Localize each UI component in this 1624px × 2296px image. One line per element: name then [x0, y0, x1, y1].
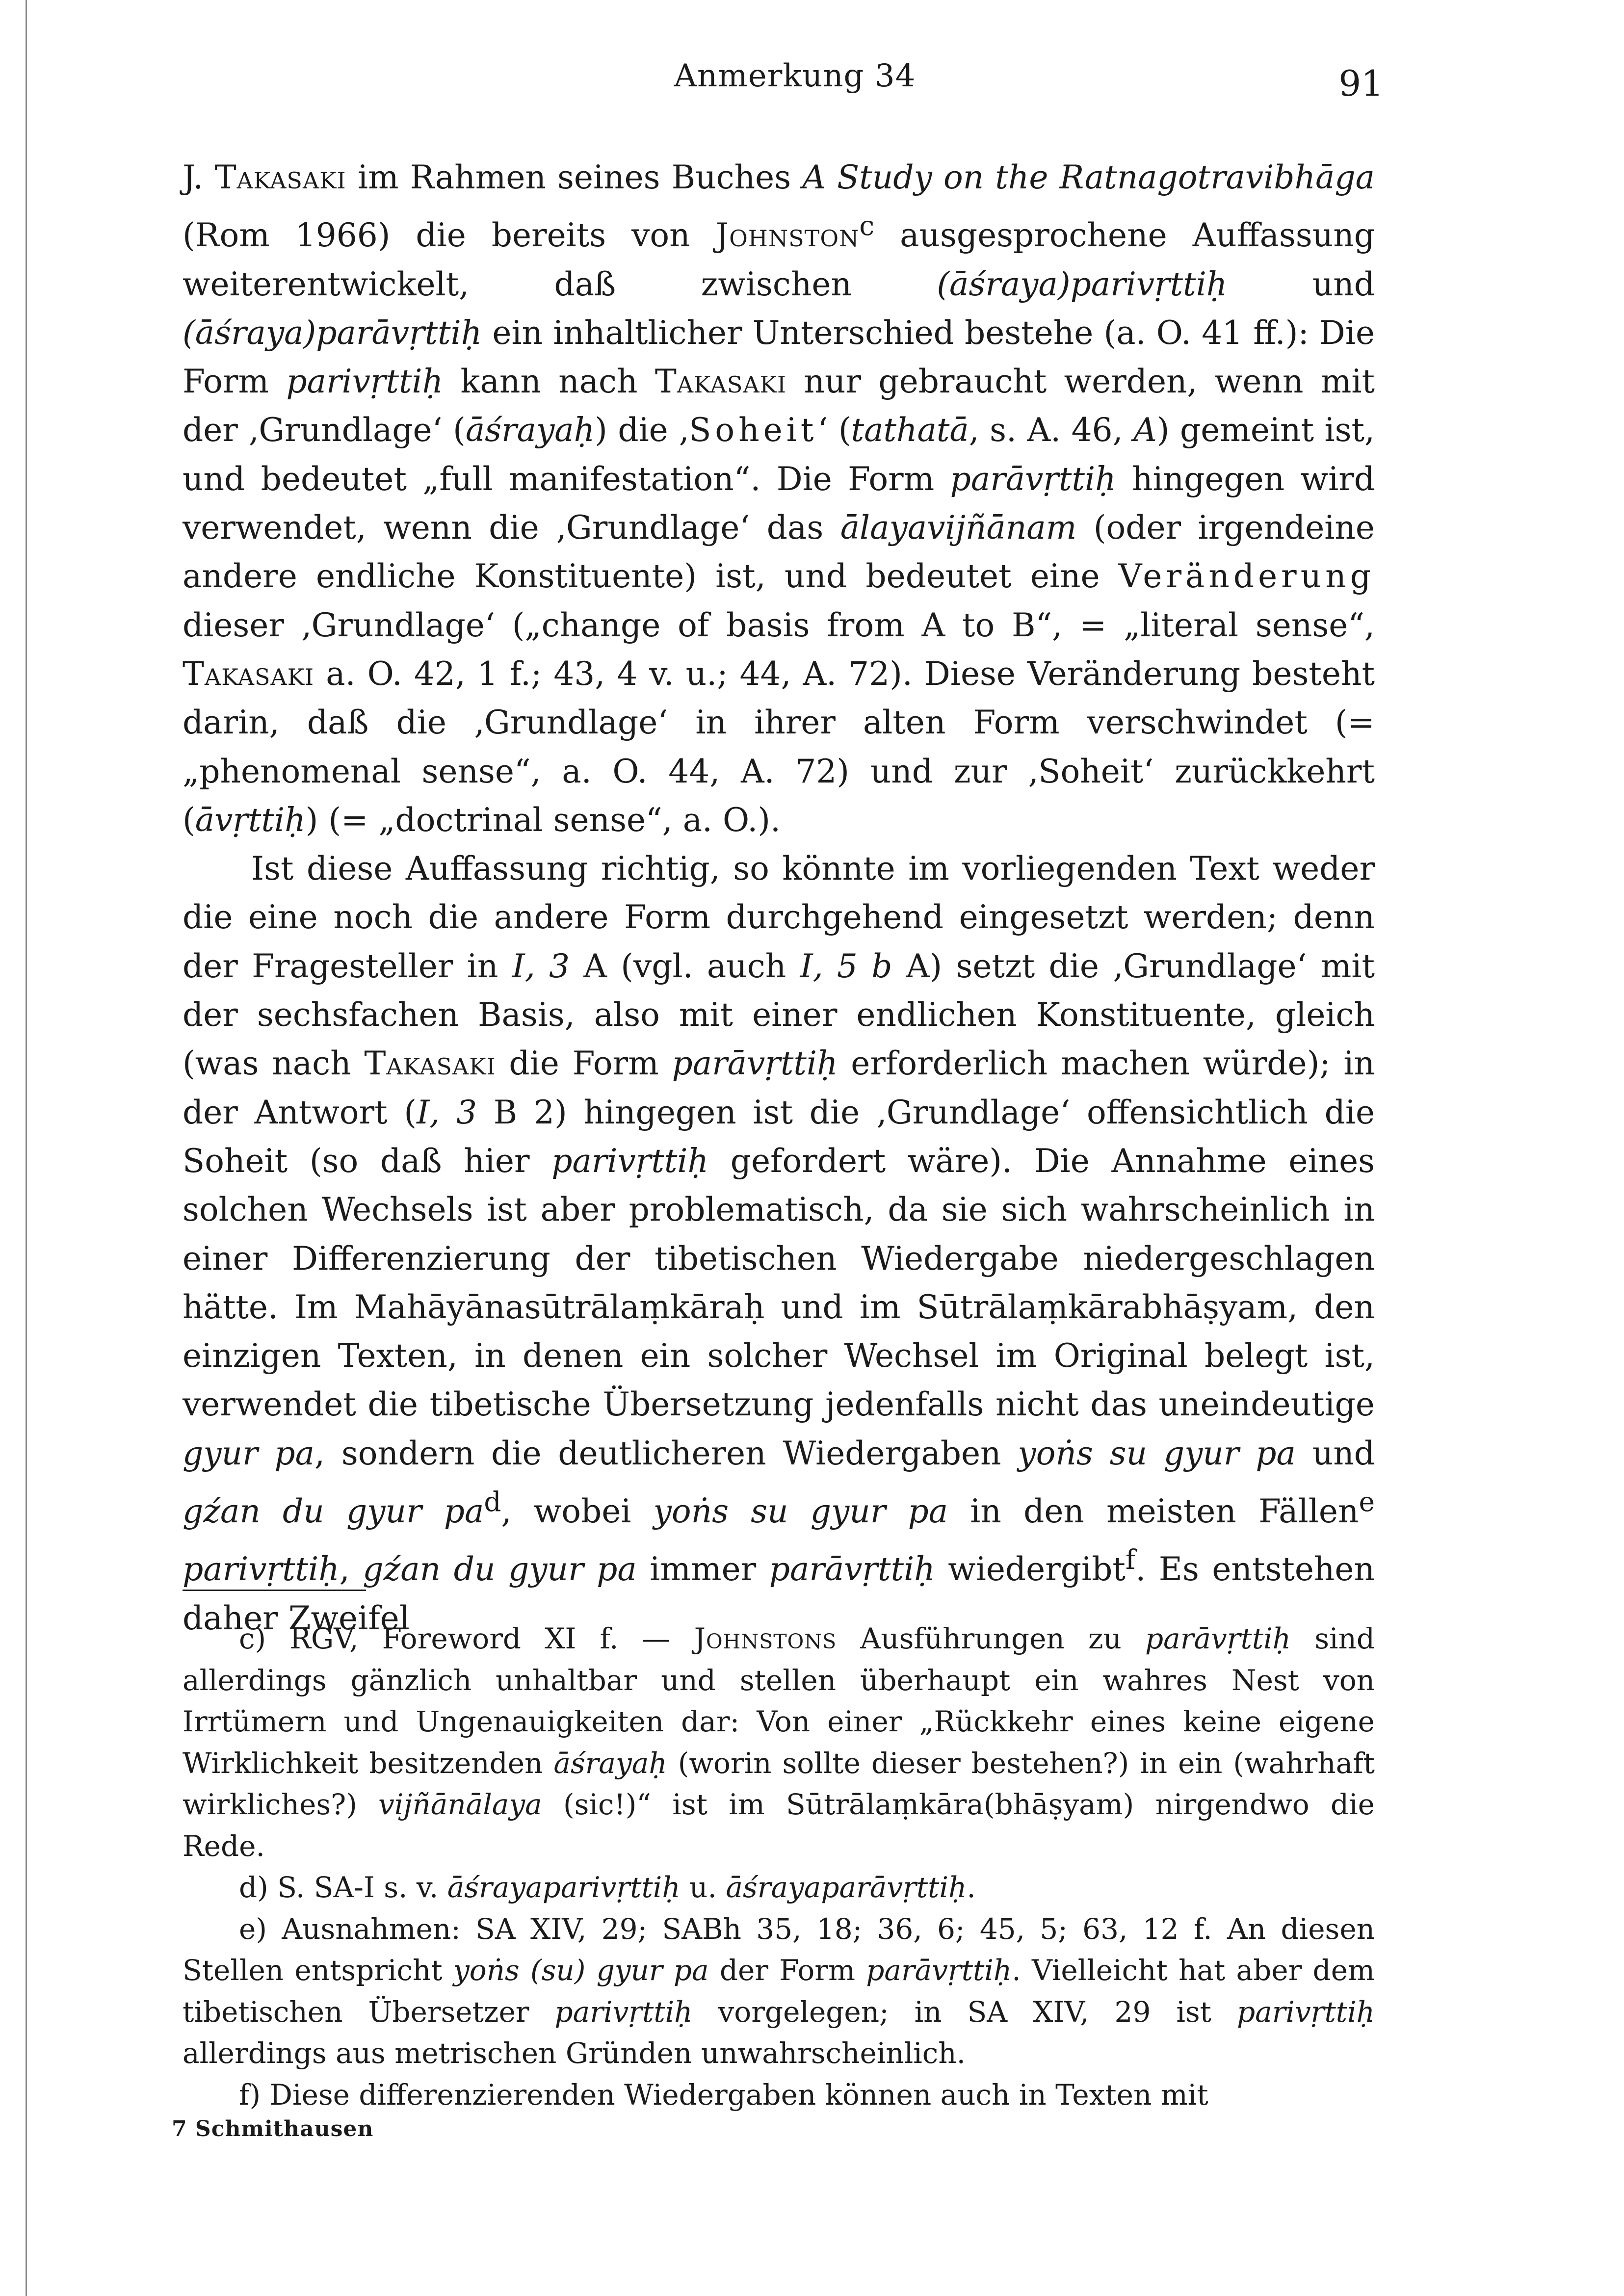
page-number: 91	[1338, 63, 1384, 104]
footnote-divider	[183, 1590, 366, 1591]
running-header-title: Anmerkung 34	[674, 58, 916, 94]
footnote-e: e) Ausnahmen: SA XIV, 29; SABh 35, 18; 36, 6; 45, 5; 63, 12 f. An diesen Stellen entspricht yoṅs (su) gyur pa der Form parāvṛttiḥ. Vielleicht hat aber dem tibetischen Übersetzer parivṛttiḥ vorgelegen; in SA XIV, 29 ist parivṛttiḥ allerdings aus metrischen Gründen unwahrscheinlich.	[183, 1912, 1375, 2070]
scan-edge-line	[26, 0, 27, 2296]
footnotes	[183, 1618, 1375, 2115]
paragraph-1: J. Takasaki im Rahmen seines Buches A Study on the Ratnagotravibhāga (Rom 1966) die bereits von Johnston$^c$ ausgesprochene Auffassung weiterentwickelt, daß zwischen (āśraya)parivṛttiḥ und (āśraya)parāvṛttiḥ ein inhaltlicher Unterschied bestehe (a. O. 41 ff.): Die Form parivṛttiḥ kann nach Takasaki nur gebraucht werden, wenn mit der ‚Grundlage‘ (āśrayaḥ) die ‚Soheit‘ (tathatā, s. A. 46, A) gemeint ist, und bedeutet „full manifestation“. Die Form parāvṛttiḥ hingegen wird verwendet, wenn die ‚Grundlage‘ das ālayavijñānam (oder irgendeine andere endliche Konstituente) ist, und bedeutet eine Veränderung dieser ‚Grundlage‘ („change of basis from A to B“, = „literal sense“, Takasaki a. O. 42, 1 f.; 43, 4 v. u.; 44, A. 72). Diese Veränderung besteht darin, daß die ‚Grundlage‘ in ihrer alten Form verschwindet (= „phenomenal sense“, a. O. 44, A. 72) und zur ‚Soheit‘ zurückkehrt (āvṛttiḥ) (= „doctrinal sense“, a. O.).	[183, 158, 1375, 839]
main-text	[183, 153, 1375, 1643]
footnote-c: c) RGV, Foreword XI f. — Johnstons Ausführungen zu parāvṛttiḥ sind allerdings gänzlich unhaltbar und stellen überhaupt ein wahres Nest von Irrtümern und Ungenauigkeiten dar: Von einer „Rückkehr eines keine eigene Wirklichkeit besitzenden āśrayaḥ (worin sollte dieser bestehen?) in ein (wahrhaft wirkliches?) vijñānālaya (sic!)“ ist im Sūtrālaṃkāra(bhāṣyam) nirgendwo die Rede.	[183, 1622, 1375, 1863]
paragraph-2: Ist diese Auffassung richtig, so könnte im vorliegenden Text weder die eine noch die andere Form durchgehend eingesetzt werden; denn der Fragesteller in I, 3 A (vgl. auch I, 5 b A) setzt die ‚Grundlage‘ mit der sechsfachen Basis, also mit einer endlichen Konstituente, gleich (was nach Takasaki die Form parāvṛttiḥ erforderlich machen würde); in der Antwort (I, 3 B 2) hingegen ist die ‚Grundlage‘ offensichtlich die Soheit (so daß hier parivṛttiḥ gefordert wäre). Die Annahme eines solchen Wechsels ist aber problematisch, da sie sich wahrscheinlich in einer Differenzierung der tibetischen Wiedergabe niedergeschlagen hätte. Im Mahāyānasūtrālaṃkāraḥ und im Sūtrālaṃkārabhāṣyam, den einzigen Texten, in denen ein solcher Wechsel im Original belegt ist, verwendet die tibetische Übersetzung jedenfalls nicht das uneindeutige gyur pa, sondern die deutlicheren Wiedergaben yoṅs su gyur pa und gźan du gyur $pa^d$, wobei yoṅs su gyur pa in den meisten Fällen$^e$ parivṛttiḥ, gźan du gyur pa immer parāvṛttiḥ wiedergibt$^f$. Es entstehen daher Zweifel	[183, 850, 1375, 1637]
signature-mark: 7 Schmithausen	[172, 2116, 374, 2141]
footnote-d: d) S. SA-I s. v. āśrayaparivṛttiḥ u. āśrayaparāvṛttiḥ.	[239, 1871, 976, 1904]
footnote-f: f) Diese differenzierenden Wiedergaben können auch in Texten mit	[239, 2078, 1208, 2112]
